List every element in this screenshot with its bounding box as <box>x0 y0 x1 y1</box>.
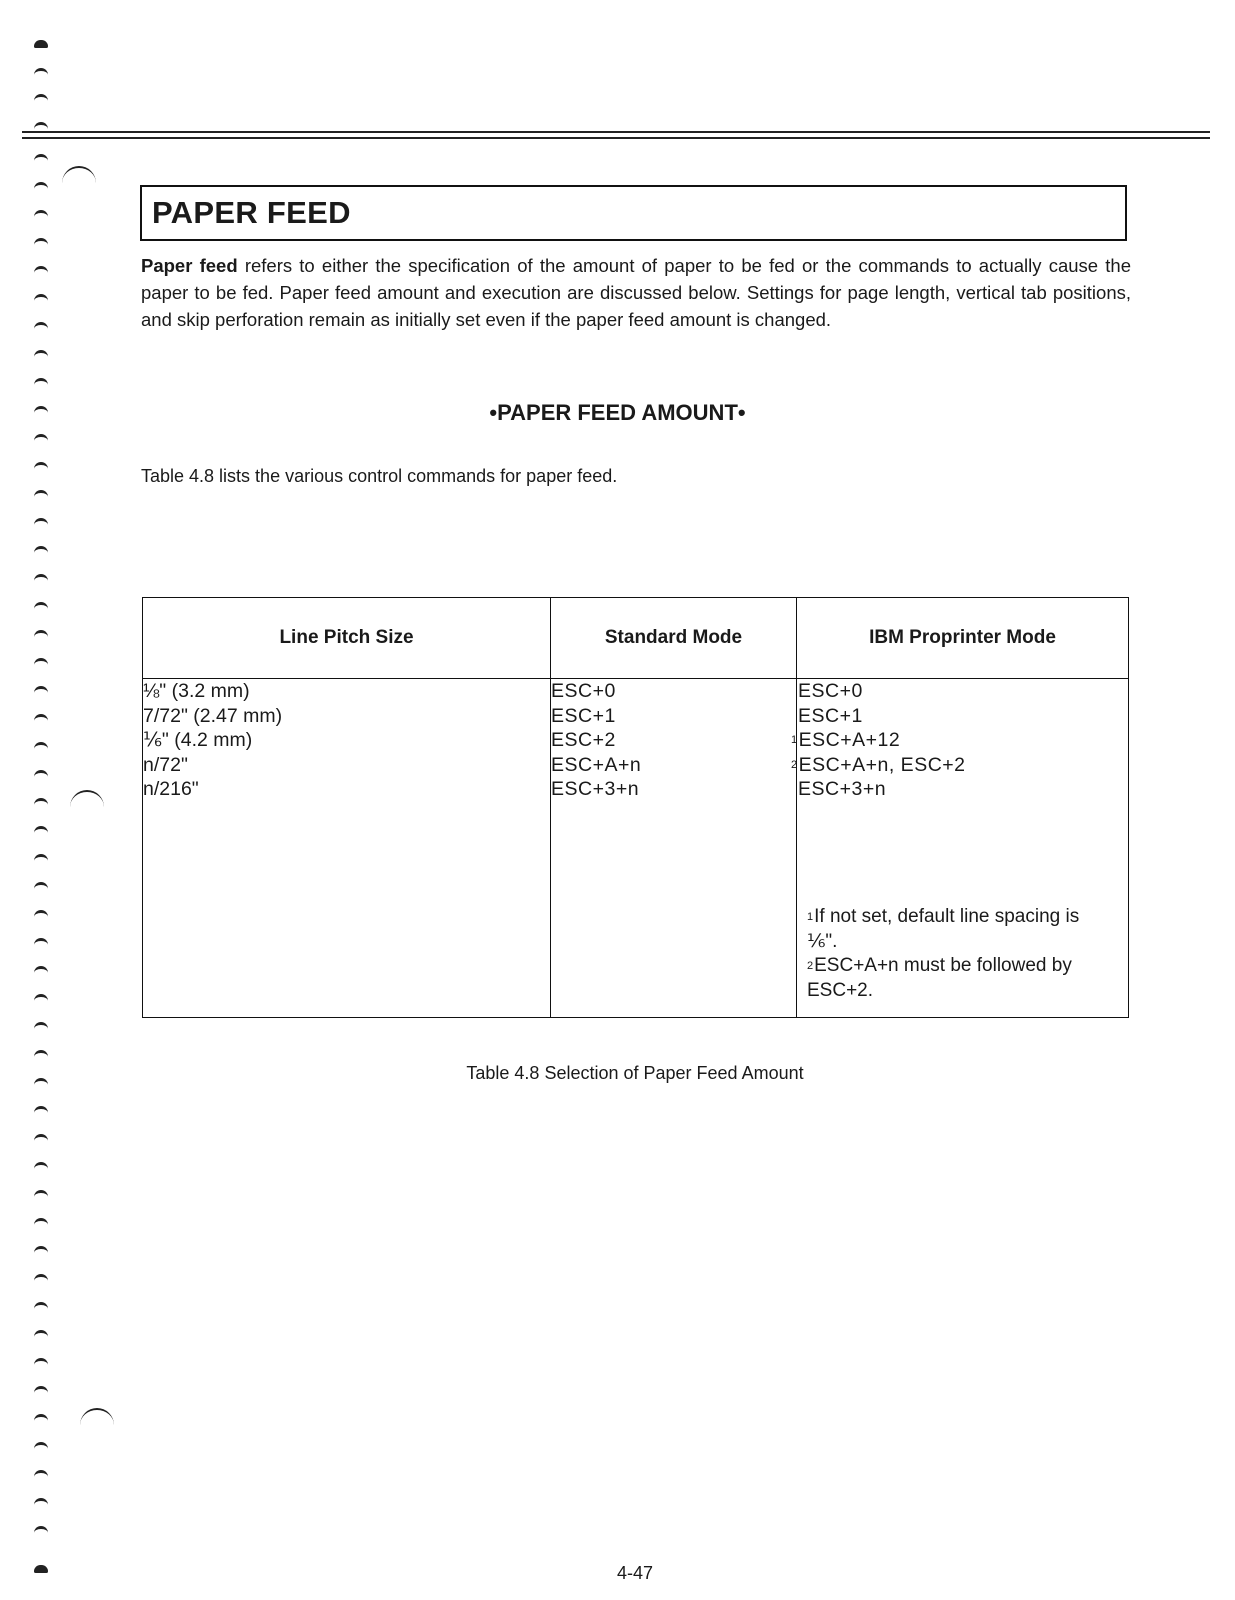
table-header-row <box>143 598 1129 679</box>
column-header: IBM Proprinter Mode <box>797 598 1129 679</box>
line-pitch-cell <box>143 679 551 1018</box>
ibm-command <box>791 728 1128 753</box>
paper-feed-table <box>142 597 1129 1018</box>
note-text: If not set, default line spacing is ⅙". <box>807 906 1080 952</box>
ibm-command <box>797 704 1128 729</box>
table-note <box>807 954 1097 1003</box>
line-pitch-value: n/216" <box>143 778 199 800</box>
footnote-mark: 2 <box>807 960 814 972</box>
line-pitch-value: n/72" <box>143 753 188 776</box>
line-pitch-value: ⅛" (3.2 mm) <box>143 680 250 702</box>
column-header: Line Pitch Size <box>143 598 551 679</box>
standard-mode-cell <box>551 679 797 1018</box>
ibm-command-text: ESC+1 <box>798 704 863 727</box>
note-text: ESC+A+n must be followed by ESC+2. <box>807 955 1072 1001</box>
table-reference: Table 4.8 lists the various control commands for paper feed. <box>141 466 618 486</box>
page-number: 4-47 <box>616 1563 654 1583</box>
standard-command: ESC+2 <box>551 729 616 751</box>
footnote-mark: 1 <box>807 911 814 923</box>
intro-term: Paper feed <box>141 255 238 276</box>
header-rule <box>22 131 1210 133</box>
standard-command: ESC+3+n <box>551 778 640 800</box>
intro-text: refers to either the specification of the amount of paper to be fed or the commands to actually cause the paper to be fed. Paper feed amount and execution are discussed below. Settings for page length, vertical tab positions, and skip perforation remain as initially set even if the paper feed amount is changed. <box>141 255 1131 330</box>
ibm-command-text: ESC+A+12 <box>798 729 901 751</box>
binding-curl <box>70 790 104 810</box>
ibm-command <box>797 777 1128 802</box>
column-header: Standard Mode <box>551 598 797 679</box>
ibm-command-text: ESC+3+n <box>798 778 887 800</box>
standard-command: ESC+0 <box>551 680 616 702</box>
binding-curl <box>80 1408 114 1428</box>
table-note <box>807 905 1097 954</box>
header-rule <box>22 137 1210 139</box>
standard-command: ESC+A+n <box>551 753 642 776</box>
section-title: PAPER FEED <box>152 195 351 230</box>
standard-command: ESC+1 <box>551 704 616 727</box>
table-caption: Table 4.8 Selection of Paper Feed Amount <box>466 1063 804 1083</box>
intro-paragraph <box>141 252 1131 333</box>
ibm-mode-cell <box>791 679 1129 1018</box>
section-title-box <box>140 185 1127 241</box>
footnote-mark: 1 <box>791 734 798 746</box>
table-row <box>143 679 1129 1018</box>
footnote-mark: 2 <box>791 758 798 771</box>
ibm-command-text: ESC+0 <box>798 680 863 702</box>
ibm-command <box>791 753 1128 778</box>
table-notes <box>807 905 1097 1003</box>
ibm-command <box>797 679 1128 704</box>
line-pitch-value: ⅙" (4.2 mm) <box>143 729 253 751</box>
binding-curl <box>62 166 96 186</box>
ibm-command-text: ESC+A+n, ESC+2 <box>798 753 966 776</box>
binding-holes <box>30 30 60 1600</box>
subsection-heading: •PAPER FEED AMOUNT• <box>489 400 746 425</box>
line-pitch-value: 7/72" (2.47 mm) <box>143 704 283 727</box>
